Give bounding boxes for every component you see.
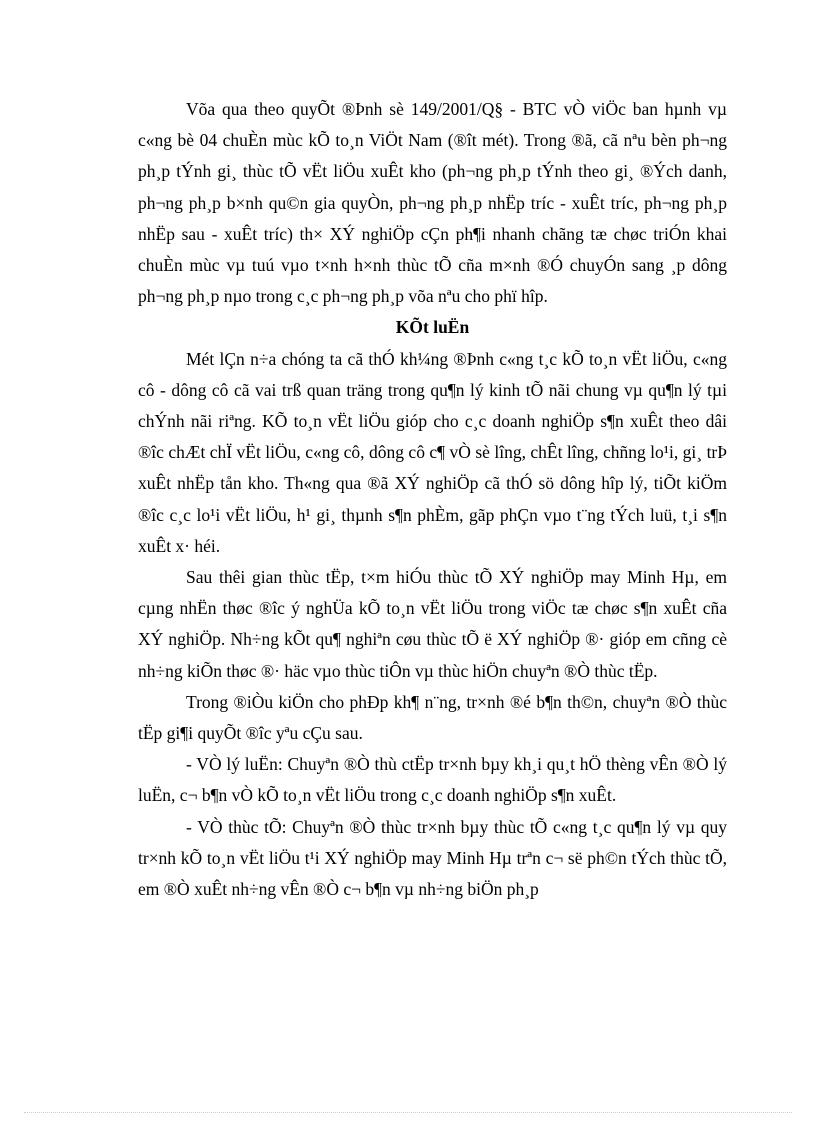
section-heading: KÕt luËn <box>395 317 470 338</box>
body-paragraph: Võa qua theo quyÕt ®Þnh sè 149/2001/Q§ - BTC vÒ viÖc ban hµnh vµ c«ng bè 04 chuÈn mùc kÕ to¸n ViÖt Nam (®ît mét). Trong ®ã, cã nªu bèn ph¬ng ph¸p tÝnh gi¸ thùc tÕ vËt liÖu xuÊt kho (ph¬ng ph¸p tÝnh theo gi¸ ®Ých danh, ph¬ng ph¸p b×nh qu©n gia quyÒn, ph¬ng ph¸p nhËp tríc - xuÊt tríc, ph¬ng ph¸p nhËp sau - xuÊt tríc) th× XÝ nghiÖp cÇn ph¶i nhanh chãng tæ chøc triÓn khai chuÈn mùc vµ tuú vµo t×nh h×nh thùc tÕ cña m×nh ®Ó chuyÓn sang ¸p dông ph¬ng ph¸p nµo trong c¸c ph¬ng ph¸p võa nªu cho phï hîp. <box>138 99 727 307</box>
body-paragraph: - VÒ lý luËn: Chuyªn ®Ò thù ctËp tr×nh bµy kh¸i qu¸t hÖ thèng vÊn ®Ò lý luËn, c¬ b¶n vÒ kÕ to¸n vËt liÖu trong c¸c doanh nghiÖp s¶n xuÊt. <box>138 754 727 806</box>
page-bottom-divider <box>24 1112 792 1113</box>
body-paragraph: Mét lÇn n÷a chóng ta cã thÓ kh¼ng ®Þnh c«ng t¸c kÕ to¸n vËt liÖu, c«ng cô - dông cô cã vai trß quan träng trong qu¶n lý kinh tÕ nãi chung vµ qu¶n lý tµi chÝnh nãi riªng. KÕ to¸n vËt liÖu gióp cho c¸c doanh nghiÖp s¶n xuÊt theo dâi ®îc chÆt chÏ vËt liÖu, c«ng cô, dông cô c¶ vÒ sè lîng, chÊt lîng, chñng lo¹i, gi¸ trÞ xuÊt nhËp tån kho. Th«ng qua ®ã XÝ nghiÖp cã thÓ sö dông hîp lý, tiÕt kiÖm ®îc c¸c lo¹i vËt liÖu, h¹ gi¸ thµnh s¶n phÈm, gãp phÇn vµo t¨ng tÝch luü, t¸i s¶n xuÊt x· héi. <box>138 348 727 556</box>
body-paragraph: Trong ®iÒu kiÖn cho phÐp kh¶ n¨ng, tr×nh ®é b¶n th©n, chuyªn ®Ò thùc tËp gi¶i quyÕt ®îc yªu cÇu sau. <box>138 691 727 744</box>
body-paragraph: - VÒ thùc tÕ: Chuyªn ®Ò thùc tr×nh bµy thùc tÕ c«ng t¸c qu¶n lý vµ quy tr×nh kÕ to¸n vËt liÖu t¹i XÝ nghiÖp may Minh Hµ trªn c¬ së ph©n tÝch thùc tÕ, em ®Ò xuÊt nh÷ng vÊn ®Ò c¬ b¶n vµ nh÷ng biÖn ph¸p <box>138 816 727 900</box>
body-paragraph: Sau thêi gian thùc tËp, t×m hiÓu thùc tÕ XÝ nghiÖp may Minh Hµ, em cµng nhËn thøc ®îc ý nghÜa kÕ to¸n vËt liÖu trong viÖc tæ chøc s¶n xuÊt cña XÝ nghiÖp. Nh÷ng kÕt qu¶ nghiªn cøu thùc tÕ ë XÝ nghiÖp ®· gióp em cñng cè nh÷ng kiÕn thøc ®· häc vµo thùc tiÔn vµ thùc hiÖn chuyªn ®Ò thùc tËp. <box>138 567 727 681</box>
document-body <box>138 94 727 905</box>
